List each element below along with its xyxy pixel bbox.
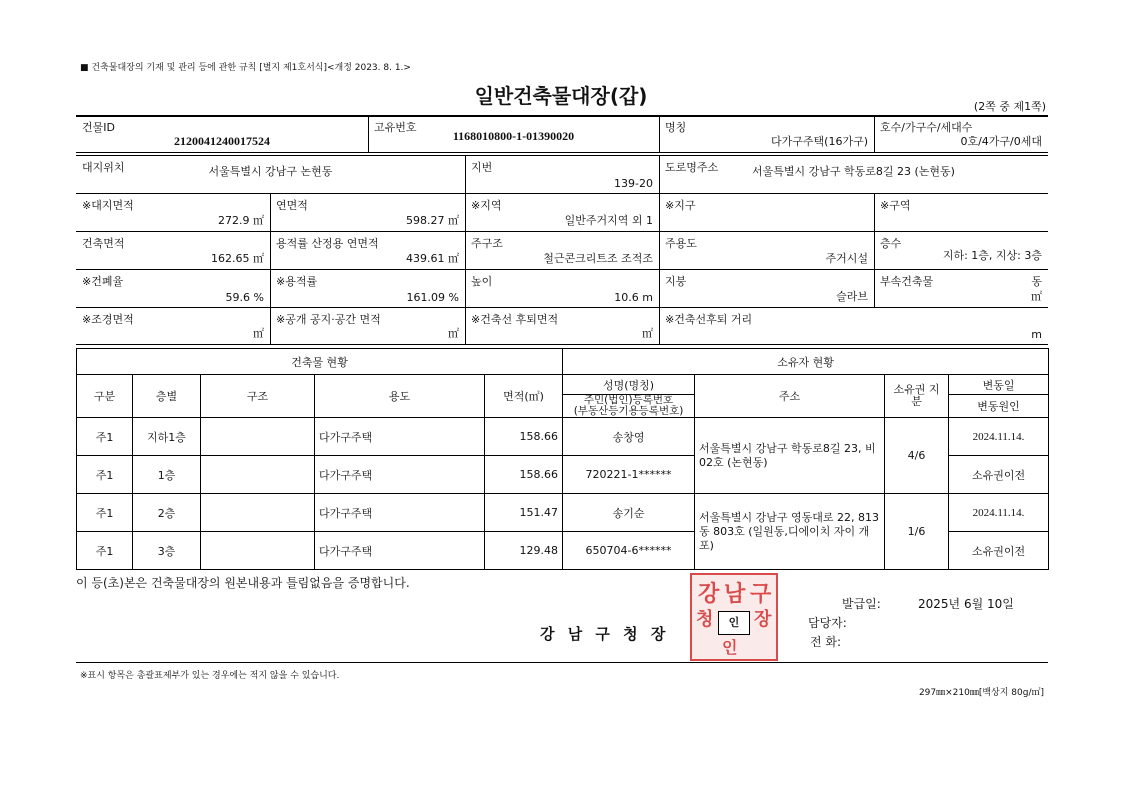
col-owner-reg-header (563, 395, 695, 418)
unique-no-value: 1168010800-1-01390020 (452, 129, 575, 143)
setback-area-cell (465, 308, 659, 344)
issuing-office: 강 남 구 청 장 (540, 625, 670, 643)
owner-name: 송기순 (563, 494, 695, 532)
bcr-value: 59.6 % (225, 291, 264, 304)
building-name-label: 명칭 (665, 121, 687, 134)
height-cell (465, 270, 659, 307)
units-value: 0호/4가구/0세대 (960, 135, 1042, 148)
roof-label: 지붕 (665, 275, 687, 288)
floor-area: 129.48 (485, 532, 563, 570)
building-name-cell (659, 116, 874, 152)
units-label: 호수/가구수/세대수 (880, 121, 973, 134)
col-owner-reg-line1: 주민(법인)등록번호 (583, 394, 674, 406)
far-area-label: 용적률 산정용 연면적 (276, 237, 379, 250)
owner-share: 4/6 (885, 418, 949, 494)
setback-area-unit: ㎡ (642, 327, 653, 340)
building-area-cell (76, 232, 270, 269)
height-label: 높이 (471, 275, 493, 288)
floor-area: 151.47 (485, 494, 563, 532)
floor-structure (201, 532, 315, 570)
road-address-cell (659, 156, 1048, 193)
change-date: 2024.11.14. (949, 494, 1049, 532)
issue-date-value: 2025년 6월 10일 (918, 597, 1014, 611)
zone-value: 일반주거지역 외 1 (564, 214, 653, 227)
col-change-reason-header: 변동원인 (949, 395, 1049, 418)
change-reason: 소유권이전 (949, 532, 1049, 570)
clerk-label: 담당자: (808, 616, 847, 630)
floor-type: 주1 (77, 532, 133, 570)
building-status-header: 건축물 현황 (77, 349, 563, 375)
far-cell (270, 270, 465, 307)
main-use-value: 주거시설 (825, 252, 868, 265)
setback-distance-cell (659, 308, 1048, 344)
annex-cell (874, 270, 1048, 307)
setback-area-label: ※건축선 후퇴면적 (471, 313, 559, 326)
lot-label: 지번 (471, 161, 493, 174)
floor-use: 다가구주택 (315, 418, 485, 456)
annex-label: 부속건축물 (880, 275, 934, 288)
seal-glyph: 장 (754, 609, 772, 630)
floor-area: 158.66 (485, 418, 563, 456)
table-row (77, 418, 1049, 456)
open-space-cell (270, 308, 465, 344)
height-value: 10.6 m (614, 291, 653, 304)
site-value: 서울특별시 강남구 논현동 (208, 165, 333, 178)
floor-type: 주1 (77, 456, 133, 494)
total-area-value: 598.27 ㎡ (406, 214, 459, 227)
floor-level: 지하1층 (133, 418, 201, 456)
structure-cell (465, 232, 659, 269)
building-area-label: 건축면적 (82, 237, 125, 250)
col-change-date-header: 변동일 (949, 375, 1049, 395)
owner-address: 서울특별시 강남구 학동로8길 23, 비02호 (논현동) (695, 418, 885, 494)
area-zone-label: ※구역 (880, 199, 911, 212)
seal-glyph: 남 (724, 582, 746, 607)
seal-glyph: 구 (750, 582, 772, 607)
building-id-cell (76, 116, 368, 152)
document-title: 일반건축물대장(갑) (474, 84, 648, 108)
roof-value: 슬라브 (836, 290, 868, 303)
page-indicator: (2쪽 중 제1쪽) (973, 100, 1046, 113)
floor-type: 주1 (77, 418, 133, 456)
col-share-header: 소유권 지분 (885, 375, 949, 418)
change-date: 2024.11.14. (949, 418, 1049, 456)
floor-type: 주1 (77, 494, 133, 532)
units-cell (874, 116, 1048, 152)
annex-unit: 동 (1031, 275, 1042, 288)
seal-glyph: 강 (698, 582, 720, 607)
footer-divider (76, 662, 1048, 663)
floors-label: 층수 (880, 237, 902, 250)
certification-statement: 이 등(초)본은 건축물대장의 원본내용과 틀림없음을 증명합니다. (76, 576, 410, 590)
col-area-header: 면적(㎡) (485, 375, 563, 418)
building-id-value: 2120041240017524 (174, 134, 270, 148)
phone-label: 전 화: (810, 635, 842, 649)
district-cell (659, 194, 874, 231)
floors-value: 지하: 1층, 지상: 3층 (942, 249, 1042, 262)
status-table (76, 348, 1049, 570)
seal-stamp-mark: 인 (718, 611, 750, 635)
seal-glyph: 청 (696, 609, 714, 630)
col-type-header: 구분 (77, 375, 133, 418)
col-floor-header: 층별 (133, 375, 201, 418)
main-use-label: 주용도 (665, 237, 697, 250)
owner-reg-no: 720221-1****** (563, 456, 695, 494)
far-area-value: 439.61 ㎡ (406, 252, 459, 265)
roof-cell (659, 270, 874, 307)
lot-cell (465, 156, 659, 193)
far-value: 161.09 % (406, 291, 459, 304)
main-use-cell (659, 232, 874, 269)
floor-level: 3층 (133, 532, 201, 570)
form-reference-note: ■ 건축물대장의 기재 및 관리 등에 관한 규칙 [별지 제1호서식]<개정 2023. 8. 1.> (80, 63, 411, 73)
seal-glyph: 인 (722, 638, 738, 657)
annex-area-unit: ㎡ (1031, 290, 1042, 303)
col-owner-name-header: 성명(명칭) (563, 375, 695, 395)
structure-label: 주구조 (471, 237, 503, 250)
setback-distance-unit: m (1031, 328, 1042, 341)
total-area-cell (270, 194, 465, 231)
floor-structure (201, 494, 315, 532)
site-label: 대지위치 (82, 161, 125, 174)
col-structure-header: 구조 (201, 375, 315, 418)
far-label: ※용적률 (276, 275, 318, 288)
lot-value: 139-20 (614, 177, 653, 190)
total-area-label: 연면적 (276, 199, 308, 212)
col-owner-reg-line2: (부동산등기용등록번호) (573, 405, 684, 417)
area-zone-cell (874, 194, 1048, 231)
land-area-cell (76, 194, 270, 231)
landscape-cell (76, 308, 270, 344)
unique-no-label: 고유번호 (374, 121, 417, 134)
issue-date-label: 발급일: (842, 597, 881, 611)
land-area-value: 272.9 ㎡ (218, 214, 264, 227)
floor-structure (201, 418, 315, 456)
change-reason: 소유권이전 (949, 456, 1049, 494)
floors-cell (874, 232, 1048, 269)
table-row (77, 494, 1049, 532)
paper-spec: 297㎜×210㎜[백상지 80g/㎡] (918, 688, 1044, 698)
floor-level: 2층 (133, 494, 201, 532)
setback-distance-label: ※건축선후퇴 거리 (665, 313, 753, 326)
landscape-label: ※조경면적 (82, 313, 134, 326)
building-area-value: 162.65 ㎡ (211, 252, 264, 265)
footnote: ※표시 항목은 총괄표제부가 있는 경우에는 적지 않을 수 있습니다. (80, 671, 340, 681)
row-divider (76, 152, 1048, 153)
district-label: ※지구 (665, 199, 696, 212)
site-cell (76, 156, 465, 193)
owner-address: 서울특별시 강남구 영동대로 22, 813동 803호 (일원동,디에이치 자이 개포) (695, 494, 885, 570)
bcr-label: ※건폐율 (82, 275, 124, 288)
floor-level: 1층 (133, 456, 201, 494)
official-seal-icon (690, 573, 778, 661)
floor-use: 다가구주택 (315, 456, 485, 494)
col-use-header: 용도 (315, 375, 485, 418)
floor-use: 다가구주택 (315, 494, 485, 532)
row-divider (76, 344, 1048, 345)
floor-use: 다가구주택 (315, 532, 485, 570)
floor-area: 158.66 (485, 456, 563, 494)
floor-structure (201, 456, 315, 494)
owner-name: 송창영 (563, 418, 695, 456)
landscape-unit: ㎡ (253, 327, 264, 340)
owner-reg-no: 650704-6****** (563, 532, 695, 570)
col-address-header: 주소 (695, 375, 885, 418)
owner-share: 1/6 (885, 494, 949, 570)
building-name-value: 다가구주택(16가구) (771, 135, 868, 148)
zone-label: ※지역 (471, 199, 502, 212)
zone-cell (465, 194, 659, 231)
land-area-label: ※대지면적 (82, 199, 134, 212)
open-space-label: ※공개 공지·공간 면적 (276, 313, 381, 326)
owner-status-header: 소유자 현황 (563, 349, 1049, 375)
far-area-cell (270, 232, 465, 269)
road-address-value: 서울특별시 강남구 학동로8길 23 (논현동) (752, 165, 955, 178)
building-id-label: 건물ID (82, 121, 115, 134)
structure-value: 철근콘크리트조 조적조 (543, 252, 653, 265)
bcr-cell (76, 270, 270, 307)
unique-no-cell (368, 116, 659, 152)
open-space-unit: ㎡ (448, 327, 459, 340)
road-address-label: 도로명주소 (665, 161, 719, 174)
